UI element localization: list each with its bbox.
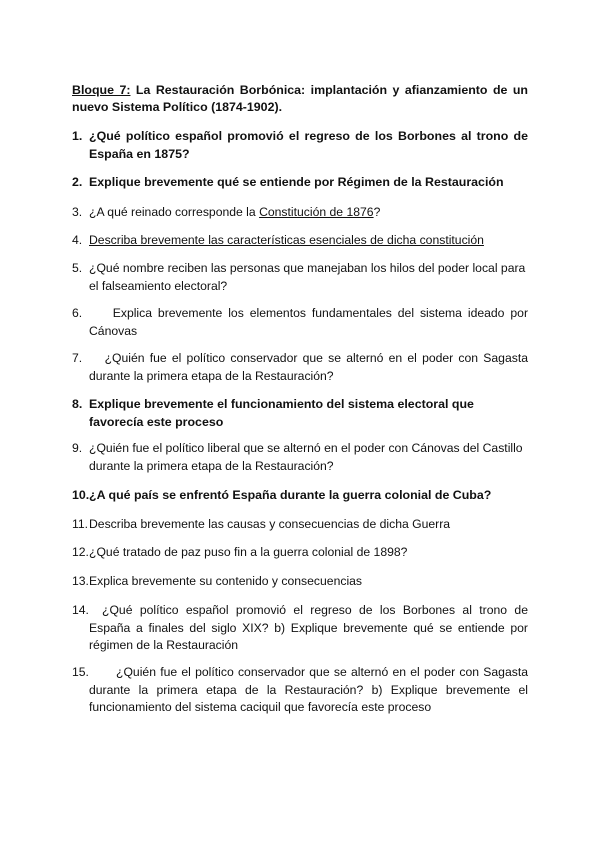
question-text: ¿Qué nombre reciben las personas que manejaban los hilos del poder local para el falseamiento electoral?	[89, 261, 526, 293]
question-number: 6.	[72, 306, 83, 320]
block-label: Bloque 7:	[72, 83, 131, 97]
question-text: Describa brevemente las causas y consecuencias de dicha Guerra	[89, 517, 451, 531]
question-number: 1.	[72, 129, 83, 143]
question-11	[72, 516, 528, 534]
question-number: 5.	[72, 261, 83, 275]
question-number: 7.	[72, 351, 83, 365]
question-number: 9.	[72, 441, 83, 455]
question-text: Describa brevemente las características esenciales de dicha constitución	[89, 233, 484, 247]
block-title: La Restauración Borbónica: implantación y afianzamiento de un nuevo Sistema Político (1874-1902).	[72, 83, 528, 114]
question-12	[72, 544, 528, 562]
question-text: ¿Qué político español promovió el regreso de los Borbones al trono de España a finales del siglo XIX? b) Explique brevemente qué se entiende por régimen de la Restauración	[89, 603, 528, 652]
question-number: 2.	[72, 175, 83, 189]
question-text: ¿A qué país se enfrentó España durante la guerra colonial de Cuba?	[89, 488, 492, 502]
question-2	[72, 174, 528, 192]
question-10	[72, 487, 528, 505]
question-8	[72, 396, 528, 431]
question-9	[72, 440, 528, 475]
question-text: ¿Qué político español promovió el regreso de los Borbones al trono de España en 1875?	[89, 129, 528, 161]
question-number: 4.	[72, 233, 83, 247]
question-text: Explique brevemente qué se entiende por Régimen de la Restauración	[89, 175, 504, 189]
question-4	[72, 232, 528, 250]
question-text: ¿Quién fue el político conservador que se alternó en el poder con Sagasta durante la primera etapa de la Restauración? b) Explique brevemente el funcionamiento del sistema caciquil que favorecía este proceso	[89, 665, 528, 714]
question-number: 8.	[72, 397, 83, 411]
question-number: 3.	[72, 205, 83, 219]
question-5	[72, 260, 528, 295]
question-6	[72, 305, 532, 340]
question-7	[72, 350, 532, 385]
question-number: 13.	[72, 574, 89, 588]
question-number: 10.	[72, 488, 90, 502]
question-number: 15.	[72, 665, 89, 679]
question-text: Explica brevemente los elementos fundamentales del sistema ideado por Cánovas	[89, 306, 532, 338]
question-14	[72, 602, 528, 655]
question-number: 12.	[72, 545, 89, 559]
question-3	[72, 204, 528, 222]
question-text: ¿Quién fue el político conservador que se alternó en el poder con Sagasta durante la primera etapa de la Restauración?	[89, 351, 532, 383]
question-text-after: ?	[373, 205, 381, 219]
question-text: ¿Qué tratado de paz puso fin a la guerra colonial de 1898?	[89, 545, 408, 559]
constitution-link[interactable]: Constitución de 1876	[259, 205, 374, 219]
question-number: 14.	[72, 603, 89, 617]
question-1	[72, 128, 528, 163]
question-number: 11.	[72, 517, 89, 531]
question-text: ¿Quién fue el político liberal que se alternó en el poder con Cánovas del Castillo durante la primera etapa de la Restauración?	[89, 441, 523, 473]
question-text: Explique brevemente el funcionamiento del sistema electoral que favorecía este proceso	[89, 397, 474, 429]
question-text	[89, 204, 528, 222]
question-text-before: ¿A qué reinado corresponde la	[89, 205, 260, 219]
question-text: Explica brevemente su contenido y consecuencias	[89, 574, 363, 588]
question-13	[72, 573, 528, 591]
block-heading	[72, 82, 528, 116]
question-15	[72, 664, 528, 717]
